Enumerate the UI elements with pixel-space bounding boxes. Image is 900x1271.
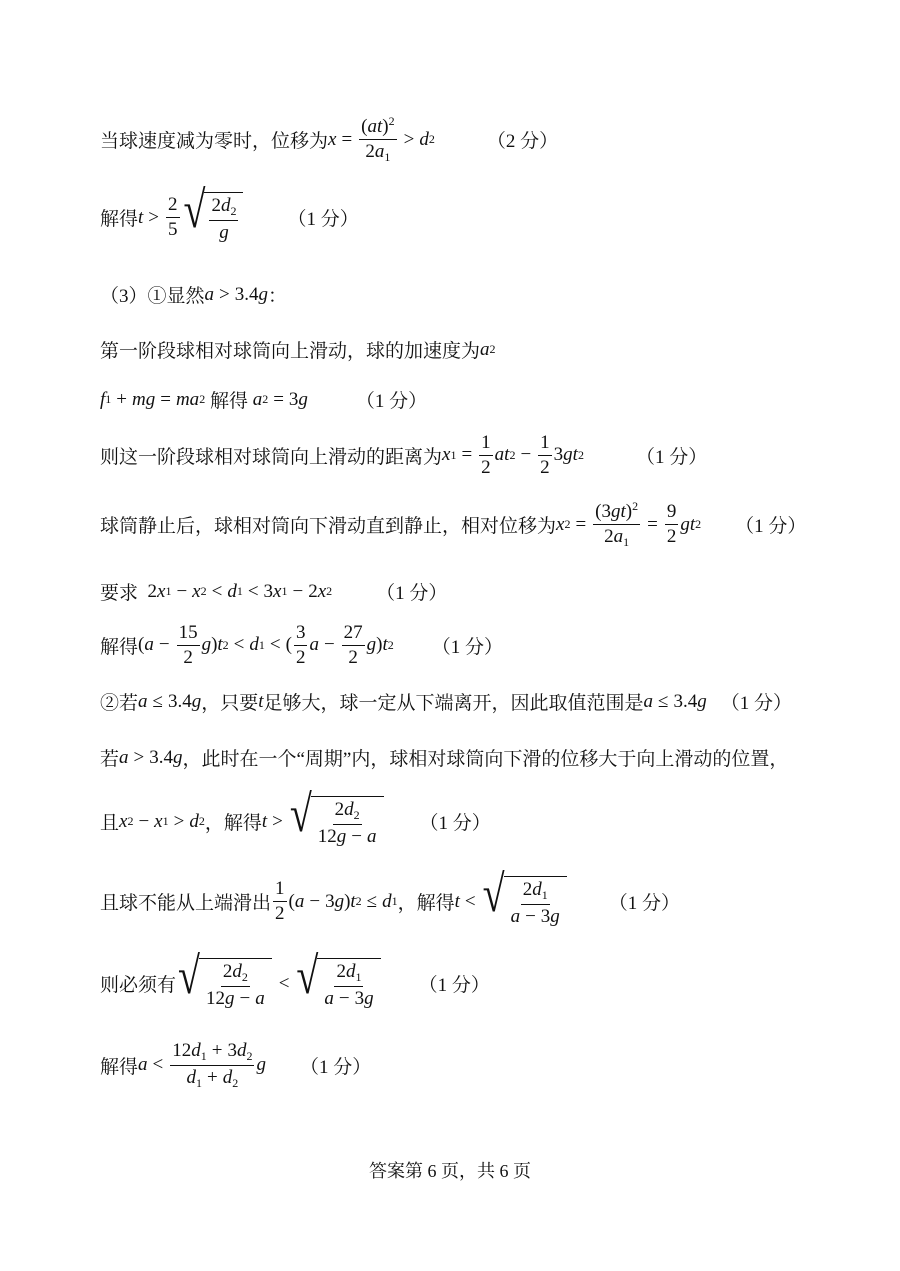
line-6: 则这一阶段球相对球筒向上滑动的距离为 x 1 = $\frac{1}{2}$ at 2 − $\frac{1}{2}$ 3 gt 2 （1 分） [100, 432, 708, 478]
line-5: f 1 + mg = ma 2 解得 a 2 = 3 g （1 分） [100, 386, 427, 413]
line-4: 第一阶段球相对球筒向上滑动，球的加速度为 a 2 [100, 336, 496, 363]
score-label: （1 分） [735, 516, 807, 538]
line-8: 要求 2 x 1 − x 2 < d 1 < 3 x 1 − 2 x 2 （1 分） [100, 578, 447, 605]
math-displacement: x [328, 128, 337, 150]
line-14: 则必须有 √ $\frac{2d_2}{12g - a}$ < √ $\frac{2d_1}{a - 3g}$ （1 分） [100, 946, 490, 1009]
line-2: 解得 t > $\frac{2}{5}$ √ $\frac{2d_2}{g}$ （1 分） [100, 180, 359, 243]
line-1: 当球速度减为零时，位移为 x = $\frac{(at)^2}{2a_1}$ > d 2 （2 分） [100, 114, 559, 164]
line-3: （3）①显然 a > 3.4 g ： [100, 281, 287, 308]
page-footer: 答案第 6 页，共 6 页 [369, 1161, 531, 1181]
line-3-text: （3）①显然 [100, 286, 205, 307]
line-11-text: 若 [100, 749, 120, 770]
line-1-text: 当球速度减为零时，位移为 [100, 131, 329, 153]
score-label: （1 分） [419, 813, 491, 835]
score-label: （1 分） [287, 209, 359, 231]
score-label: （1 分） [608, 893, 681, 915]
line-10-text: ②若 [100, 693, 139, 714]
fraction: $\frac{(at)^2}{2a_1}$ [361, 114, 395, 164]
line-14-text: 则必须有 [100, 975, 177, 997]
line-11: 若 a > 3.4 g ，此时在一个“周期”内，球相对球筒向下滑的位移大于向上滑动的位置， [100, 744, 788, 771]
fraction: $\frac{2}{5}$ [168, 194, 178, 241]
score-label: （1 分） [431, 636, 504, 658]
line-15-text: 解得 [100, 1056, 139, 1078]
line-13-text: 且球不能从上端滑出 [100, 893, 272, 915]
line-15: 解得 a < $\frac{12d_1 + 3d_2}{d_1 + d_2}$ g （1 分） [100, 1040, 372, 1090]
line-12: 且 x 2 − x 1 > d 2 ，解得 t > √ $\frac{2d_2}{12g - a}$ （1 分） [100, 784, 491, 847]
line-9-text: 解得 [100, 636, 139, 658]
score-label: （2 分） [486, 131, 559, 153]
line-2-text: 解得 [100, 209, 139, 231]
score-label: （1 分） [355, 391, 428, 412]
score-label: （1 分） [299, 1056, 372, 1078]
line-13: 且球不能从上端滑出 $\frac{1}{2}$ ( a − 3 g ) t 2 ≤ d 1 ，解得 t < √ $\frac{2d_1}{a - 3g}$ （1 分） [100, 864, 681, 927]
score-label: （1 分） [376, 583, 448, 604]
line-7-text: 球筒静止后，球相对筒向下滑动直到静止，相对位移为 [100, 516, 557, 538]
line-5-text: 解得 [209, 391, 248, 412]
line-10: ②若 a ≤ 3.4 g ，只要 t 足够大，球一定从下端离开，因此取值范围是 a ≤ 3.4 g （1 分） [100, 688, 792, 715]
sqrt: √ $\frac{2d_1}{a - 3g}$ [483, 876, 567, 928]
line-9: 解得 ( a − $\frac{15}{2}$ g ) t 2 < d 1 < ( $\frac{3}{2}$ a − $\frac{27}{2}$ g ) t 2 （1 分） [100, 622, 504, 668]
line-12-text: 且 [100, 813, 120, 835]
sqrt: √ $\frac{2d_2}{12g - a}$ [178, 958, 272, 1010]
line-7: 球筒静止后，球相对筒向下滑动直到静止，相对位移为 x 2 = $\frac{(3gt)^2}{2a_1}$ = $\frac{9}{2}$ gt 2 （1 分） [100, 499, 807, 549]
score-label: （1 分） [720, 693, 792, 714]
score-label: （1 分） [635, 446, 708, 468]
score-label: （1 分） [418, 975, 490, 997]
line-8-text: 要求 [100, 583, 139, 604]
sqrt: √ $\frac{2d_2}{g}$ [184, 192, 244, 244]
sqrt: √ $\frac{2d_2}{12g - a}$ [290, 796, 384, 848]
line-6-text: 则这一阶段球相对球筒向上滑动的距离为 [100, 446, 443, 468]
sqrt: √ $\frac{2d_1}{a - 3g}$ [296, 958, 380, 1010]
line-4-text: 第一阶段球相对球筒向上滑动，球的加速度为 [100, 341, 481, 362]
